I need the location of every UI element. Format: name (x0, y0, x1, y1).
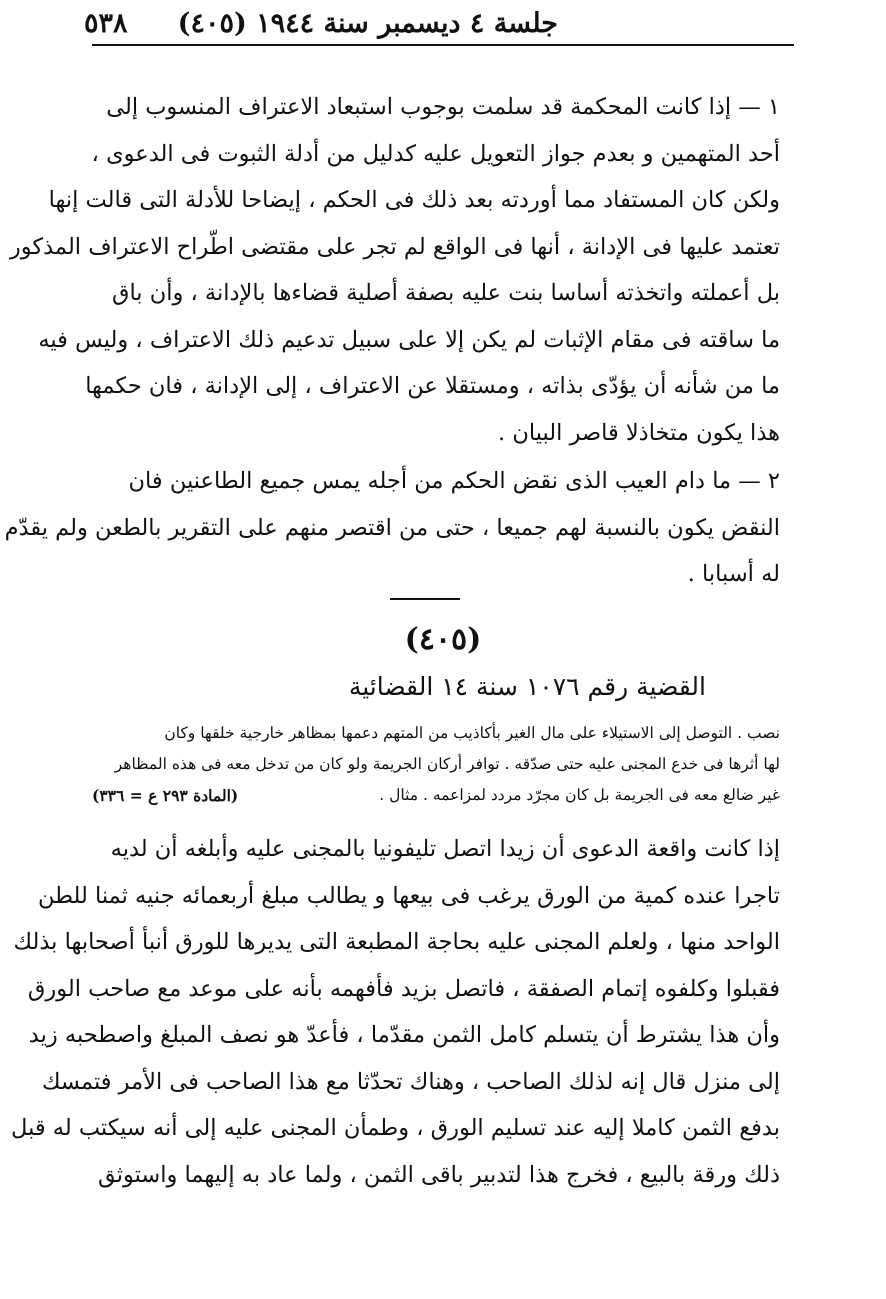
headnote-line (92, 780, 780, 811)
text-line: أحد المتهمين و بعدم جواز التعويل عليه كدليل من أدلة الثبوت فى الدعوى ، (91, 140, 780, 167)
text-line: هذا يكون متخاذلا قاصر البيان . (498, 419, 780, 446)
text-line: له أسبابا . (687, 561, 780, 587)
case-number: (٤٠٥) (404, 622, 482, 657)
text-line: ذلك ورقة بالبيع ، فخرج هذا لتدبير باقى الثمن ، ولما عاد به إليهما واستوثق (97, 1161, 780, 1188)
principle-2 (4, 458, 780, 598)
running-title: جلسة ٤ ديسمبر سنة ١٩٤٤ (٤٠٥) (177, 8, 558, 39)
text-line: بدفع الثمن كاملا إليه عند تسليم الورق ، وطمأن المجنى عليه إلى أنه سيكتب له قبل (11, 1115, 780, 1141)
text-line: فقبلوا وكلفوه إتمام الصفقة ، فاتصل بزيد فأفهمه بأنه على موعد مع صاحب الورق (27, 975, 780, 1002)
headnote-line-text: غير ضالع معه فى الجريمة بل كان مجرّد مردد لمزاعمه . مثال . (379, 786, 780, 804)
text-line: ما من شأنه أن يؤدّى بذاته ، ومستقلا عن الاعتراف ، إلى الإدانة ، فان حكمها (85, 373, 780, 399)
headnote-line: لها أثرها فى خدع المجنى عليه حتى صدّقه . توافر أركان الجريمة ولو كان من تدخل معه فى هذه المظاهر (114, 755, 780, 773)
text-line: ما ساقته فى مقام الإثبات لم يكن إلا على سبيل تدعيم ذلك الاعتراف ، وليس فيه (38, 326, 780, 353)
text-line: تعتمد عليها فى الإدانة ، أنها فى الواقع لم تجر على مقتضى اطّراح الاعتراف المذكور (9, 233, 780, 260)
headnote (92, 718, 780, 811)
text-line: النقض يكون بالنسبة لهم جميعا ، حتى من اقتصر منهم على التقرير بالطعن ولم يقدّم (4, 514, 780, 541)
text-line: وأن هذا يشترط أن يتسلم كامل الثمن مقدّما ، فأعدّ هو نصف المبلغ واصطحبه زيد (28, 1022, 780, 1048)
article-reference: (المادة ٢٩٣ ع = ٣٣٦) (92, 786, 239, 805)
text-line: تاجرا عنده كمية من الورق يرغب فى بيعها و يطالب مبلغ أربعمائه جنيه ثمنا للطن (37, 882, 780, 909)
text-line: الواحد منها ، ولعلم المجنى عليه بحاجة المطبعة التى يديرها للورق أنبأ أصحابها بذلك (13, 929, 780, 955)
case-facts (11, 826, 780, 1198)
text-line: ٢ — ما دام العيب الذى نقض الحكم من أجله يمس جميع الطاعنين فان (128, 468, 780, 494)
page-header (84, 6, 794, 46)
headnote-line: نصب . التوصل إلى الاستيلاء على مال الغير بأكاذيب من المتهم دعمها بمظاهر خارجية خلقها وكان (164, 724, 780, 742)
section-divider (390, 598, 460, 600)
case-reference: القضية رقم ١٠٧٦ سنة ١٤ القضائية (348, 672, 706, 701)
text-line: ١ — إذا كانت المحكمة قد سلمت بوجوب استبعاد الاعتراف المنسوب إلى (106, 94, 780, 120)
text-line: ولكن كان المستفاد مما أوردته بعد ذلك فى الحكم ، إيضاحا للأدلة التى قالت إنها (48, 187, 780, 213)
text-line: إلى منزل قال إنه لذلك الصاحب ، وهناك تحدّثا مع هذا الصاحب فى الأمر فتمسك (41, 1068, 780, 1095)
principle-1 (9, 84, 780, 456)
page-number: ٥٣٨ (84, 8, 128, 39)
text-line: إذا كانت واقعة الدعوى أن زيدا اتصل تليفونيا بالمجنى عليه وأبلغه أن لديه (110, 836, 780, 862)
text-line: بل أعملته واتخذته أساسا بنت عليه بصفة أصلية قضاءها بالإدانة ، وأن باق (111, 280, 780, 306)
